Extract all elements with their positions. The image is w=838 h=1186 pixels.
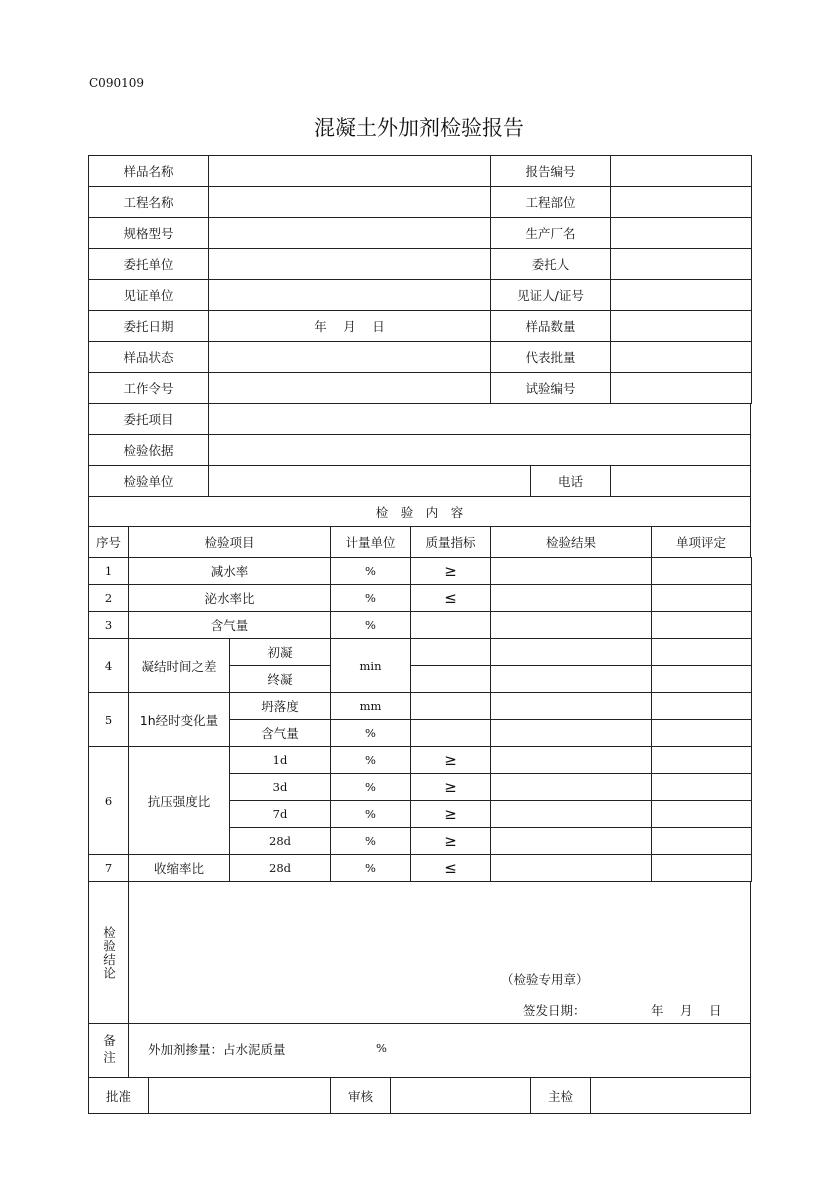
header-unit: 计量单位: [330, 526, 411, 558]
info-value: [208, 155, 491, 187]
row-unit: %: [330, 854, 411, 882]
info-value: [610, 341, 752, 373]
header-no: 序号: [88, 526, 129, 558]
row-no: 1: [88, 557, 129, 585]
info-value: [208, 186, 491, 218]
remark-label: 备注: [101, 1034, 117, 1067]
conclusion-cell: [128, 881, 751, 1024]
label-basis: 检验依据: [88, 434, 209, 466]
result-cell: [490, 800, 652, 828]
result-cell: [490, 773, 652, 801]
conclusion-label-cell: [88, 881, 129, 1024]
row-no: 6: [88, 746, 129, 855]
row-indicator: [410, 665, 491, 693]
row-indicator: [410, 719, 491, 747]
row-item: 含气量: [128, 611, 331, 639]
row-item: 泌水率比: [128, 584, 331, 612]
row-no: 7: [88, 854, 129, 882]
info-value: [208, 372, 491, 404]
result-cell: [490, 854, 652, 882]
result-cell: [490, 746, 652, 774]
row-subitem: 坍落度: [229, 692, 331, 720]
info-value: [208, 279, 491, 311]
info-label: 代表批量: [490, 341, 611, 373]
row-subitem: 初凝: [229, 638, 331, 666]
row-indicator: ≥: [410, 557, 491, 585]
header-indicator: 质量指标: [410, 526, 491, 558]
row-indicator: ≤: [410, 854, 491, 882]
remark-label-cell: [88, 1023, 129, 1078]
row-indicator: [410, 638, 491, 666]
row-unit: %: [330, 746, 411, 774]
row-item: 抗压强度比: [128, 746, 230, 855]
main-inspector-value: [590, 1077, 751, 1114]
rating-cell: [651, 638, 752, 666]
info-label: 规格型号: [88, 217, 209, 249]
result-cell: [490, 611, 652, 639]
row-indicator: ≥: [410, 800, 491, 828]
result-cell: [490, 557, 652, 585]
row-no: 2: [88, 584, 129, 612]
info-value: [610, 217, 752, 249]
row-unit: %: [330, 584, 411, 612]
remark-cell: [128, 1023, 751, 1078]
result-cell: [490, 665, 652, 693]
row-item: 凝结时间之差: [128, 638, 230, 693]
rating-cell: [651, 692, 752, 720]
header-rating: 单项评定: [651, 526, 751, 558]
seal-text: （检验专用章）: [501, 972, 589, 987]
info-label: 见证人/证号: [490, 279, 611, 311]
info-label: 委托单位: [88, 248, 209, 280]
review-value: [390, 1077, 531, 1114]
rating-cell: [651, 746, 752, 774]
label-entrust-item: 委托项目: [88, 403, 209, 435]
rating-cell: [651, 584, 752, 612]
header-item: 检验项目: [128, 526, 331, 558]
row-no: 3: [88, 611, 129, 639]
row-unit: %: [330, 611, 411, 639]
rating-cell: [651, 773, 752, 801]
row-no: 4: [88, 638, 129, 693]
row-item: 减水率: [128, 557, 331, 585]
row-item: 1h经时变化量: [128, 692, 230, 747]
page-title: 混凝土外加剂检验报告: [314, 116, 524, 140]
info-label: 工程部位: [490, 186, 611, 218]
result-cell: [490, 827, 652, 855]
rating-cell: [651, 800, 752, 828]
row-unit: %: [330, 557, 411, 585]
info-value: [610, 372, 752, 404]
review-label: 审核: [330, 1077, 391, 1114]
info-label: 生产厂名: [490, 217, 611, 249]
info-label: 工程名称: [88, 186, 209, 218]
label-unit: 检验单位: [88, 465, 209, 497]
value-basis: [208, 434, 751, 466]
info-label: 试验编号: [490, 372, 611, 404]
info-value: [610, 279, 752, 311]
remark-unit: %: [376, 1041, 387, 1055]
row-no: 5: [88, 692, 129, 747]
label-phone: 电话: [530, 465, 611, 497]
rating-cell: [651, 611, 752, 639]
info-label: 报告编号: [490, 155, 611, 187]
row-subitem: 终凝: [229, 665, 331, 693]
row-item: 收缩率比: [128, 854, 230, 882]
remark-text: 外加剂掺量：占水泥质量: [148, 1042, 286, 1057]
conclusion-label: 检验结论: [101, 925, 117, 980]
info-value: [610, 248, 752, 280]
form-code: C090109: [89, 76, 144, 90]
row-unit: min: [330, 638, 411, 693]
row-unit: mm: [330, 692, 411, 720]
info-label: 委托日期: [88, 310, 209, 342]
info-value: [610, 186, 752, 218]
info-label: 样品名称: [88, 155, 209, 187]
row-indicator: ≥: [410, 746, 491, 774]
info-value: [208, 341, 491, 373]
info-label: 委托人: [490, 248, 611, 280]
row-indicator: ≥: [410, 773, 491, 801]
issue-date-label: 签发日期：: [523, 1003, 586, 1018]
info-label: 工作令号: [88, 372, 209, 404]
row-unit: %: [330, 827, 411, 855]
info-value: 年 月 日: [208, 310, 491, 342]
rating-cell: [651, 854, 752, 882]
info-value: [208, 217, 491, 249]
row-subitem: 7d: [229, 800, 331, 828]
value-phone: [610, 465, 751, 497]
row-subitem: 1d: [229, 746, 331, 774]
row-unit: %: [330, 800, 411, 828]
value-entrust-item: [208, 403, 751, 435]
row-subitem: 28d: [229, 827, 331, 855]
rating-cell: [651, 557, 752, 585]
row-indicator: ≥: [410, 827, 491, 855]
row-subitem: 28d: [229, 854, 331, 882]
row-subitem: 含气量: [229, 719, 331, 747]
row-indicator: ≤: [410, 584, 491, 612]
rating-cell: [651, 719, 752, 747]
info-label: 见证单位: [88, 279, 209, 311]
info-value: [208, 248, 491, 280]
info-value: [610, 310, 752, 342]
header-result: 检验结果: [490, 526, 652, 558]
rating-cell: [651, 665, 752, 693]
result-cell: [490, 719, 652, 747]
row-subitem: 3d: [229, 773, 331, 801]
info-label: 样品状态: [88, 341, 209, 373]
value-unit: [208, 465, 531, 497]
issue-date: 年 月 日: [651, 1003, 722, 1018]
approve-label: 批准: [88, 1077, 149, 1114]
result-cell: [490, 638, 652, 666]
rating-cell: [651, 827, 752, 855]
row-indicator: [410, 692, 491, 720]
row-unit: %: [330, 719, 411, 747]
info-value: [610, 155, 752, 187]
main-inspector-label: 主检: [530, 1077, 591, 1114]
result-cell: [490, 692, 652, 720]
row-unit: %: [330, 773, 411, 801]
approve-value: [148, 1077, 331, 1114]
info-label: 样品数量: [490, 310, 611, 342]
row-indicator: [410, 611, 491, 639]
section-header: 检 验 内 容: [88, 496, 751, 527]
result-cell: [490, 584, 652, 612]
